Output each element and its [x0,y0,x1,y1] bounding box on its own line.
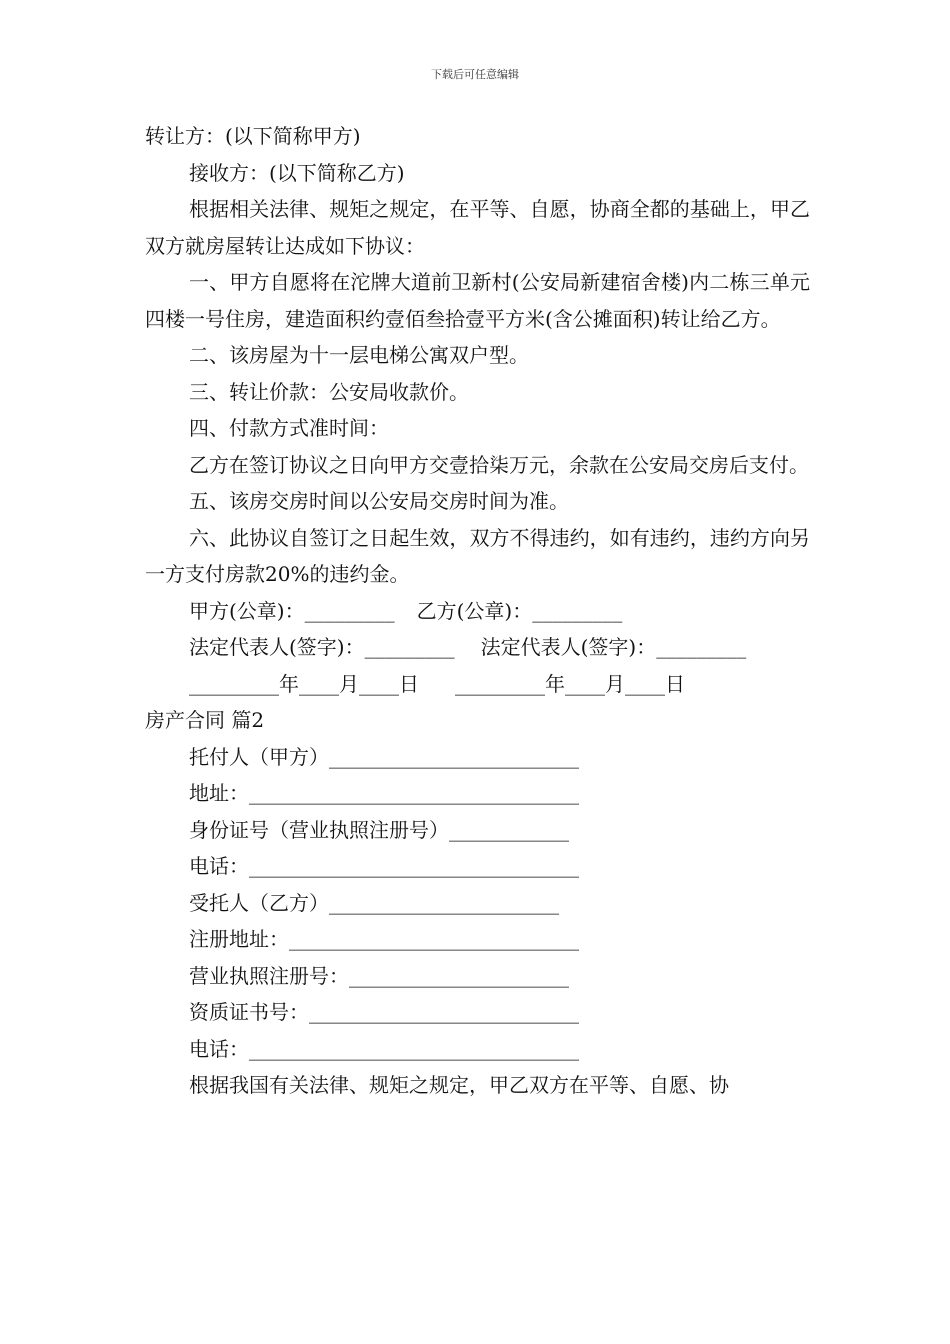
party-a-date: _________年____月____日 [189,671,419,696]
id-number-field: 身份证号（营业执照注册号）____________ [189,817,569,842]
trustee-field: 受托人（乙方）_______________________ [189,890,559,915]
party-b-date: _________年____月____日 [455,671,685,696]
transferor-line: 转让方：(以下简称甲方) [145,124,361,148]
intro-paragraph: 根据相关法律、规矩之规定，在平等、自愿，协商全都的基础上，甲乙双方就房屋转让达成如下协议： [145,197,810,258]
page-header: 下载后可任意编辑 [431,68,519,81]
clause-4: 四、付款方式准时间： [189,416,389,440]
date-row [145,666,810,703]
clause-1: 一、甲方自愿将在沱牌大道前卫新村(公安局新建宿舍楼)内二栋三单元四楼一号住房，建造面积约壹佰叁拾壹平方米(含公摊面积)转让给乙方。 [145,270,810,331]
phone-b-field: 电话：_________________________________ [189,1036,579,1061]
license-number-field: 营业执照注册号：______________________ [189,963,569,988]
reg-address-field: 注册地址：_____________________________ [189,927,579,951]
clause-4-detail: 乙方在签订协议之日向甲方交壹拾柒万元，余款在公安局交房后支付。 [189,452,809,477]
party-b-seal: 乙方(公章)：_________ [416,598,623,623]
document-body [145,118,810,1104]
clause-3: 三、转让价款：公安局收款价。 [189,379,469,404]
representative-row [145,629,810,666]
client-field: 托付人（甲方）_________________________ [189,744,579,769]
phone-a-field: 电话：_________________________________ [189,854,579,878]
address-field: 地址：_________________________________ [189,781,579,805]
party-a-seal: 甲方(公章)：_________ [189,598,395,623]
section-title: 房产合同 篇2 [145,708,265,732]
party-b-representative: 法定代表人(签字)：_________ [480,635,747,659]
certificate-number-field: 资质证书号：___________________________ [189,1000,579,1024]
closing-line: 根据我国有关法律、规矩之规定，甲乙双方在平等、自愿、协 [189,1073,729,1097]
seal-row [145,593,810,630]
clause-5: 五、该房交房时间以公安局交房时间为准。 [189,489,569,513]
party-a-representative: 法定代表人(签字)：_________ [189,635,455,659]
clause-2: 二、该房屋为十一层电梯公寓双户型。 [189,343,529,367]
clause-6: 六、此协议自签订之日起生效，双方不得违约，如有违约，违约方向另一方支付房款20%的违约金。 [145,525,810,586]
transferee-line: 接收方：(以下简称乙方) [189,160,405,185]
